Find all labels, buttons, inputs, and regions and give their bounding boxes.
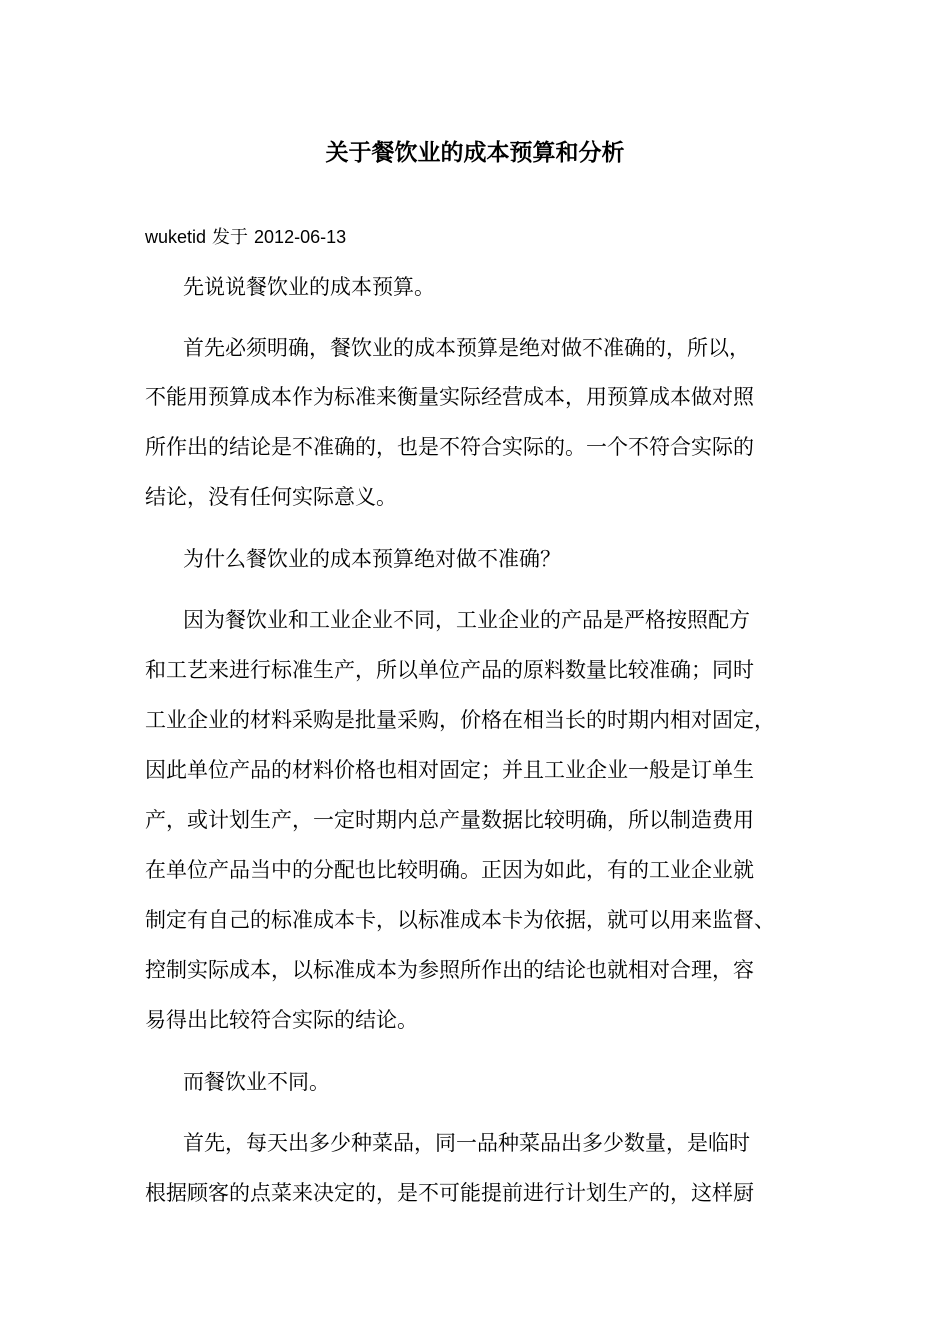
body-line: 易得出比较符合实际的结论。 <box>145 1008 418 1032</box>
body-line: 首先必须明确，餐饮业的成本预算是绝对做不准确的，所以， <box>183 336 750 360</box>
body-line: 不能用预算成本作为标准来衡量实际经营成本，用预算成本做对照 <box>145 385 754 409</box>
body-line: 结论，没有任何实际意义。 <box>145 485 397 509</box>
body-line: 控制实际成本，以标准成本为参照所作出的结论也就相对合理，容 <box>145 958 754 982</box>
body-line: 因为餐饮业和工业企业不同，工业企业的产品是严格按照配方 <box>183 608 750 632</box>
author-name: wuketid <box>145 227 207 247</box>
body-line: 产，或计划生产，一定时期内总产量数据比较明确，所以制造费用 <box>145 808 754 832</box>
body-line: 在单位产品当中的分配也比较明确。正因为如此，有的工业企业就 <box>145 858 754 882</box>
body-line: 为什么餐饮业的成本预算绝对做不准确？ <box>183 547 561 571</box>
posted-label: 发于 <box>212 227 249 247</box>
body-line: 首先，每天出多少种菜品，同一品种菜品出多少数量，是临时 <box>183 1131 750 1155</box>
body-line: 因此单位产品的材料价格也相对固定；并且工业企业一般是订单生 <box>145 758 754 782</box>
body-line: 和工艺来进行标准生产，所以单位产品的原料数量比较准确；同时 <box>145 658 754 682</box>
body-line: 制定有自己的标准成本卡，以标准成本卡为依据，就可以用来监督、 <box>145 908 775 932</box>
document-title: 关于餐饮业的成本预算和分析 <box>325 140 625 166</box>
body-line: 工业企业的材料采购是批量采购，价格在相当长的时期内相对固定， <box>145 708 775 732</box>
post-meta <box>145 224 346 250</box>
body-line: 根据顾客的点菜来决定的，是不可能提前进行计划生产的，这样厨 <box>145 1181 754 1205</box>
body-line: 而餐饮业不同。 <box>183 1070 330 1094</box>
post-date: 2012-06-13 <box>254 227 347 247</box>
body-line: 先说说餐饮业的成本预算。 <box>183 275 435 299</box>
body-line: 所作出的结论是不准确的，也是不符合实际的。一个不符合实际的 <box>145 435 754 459</box>
